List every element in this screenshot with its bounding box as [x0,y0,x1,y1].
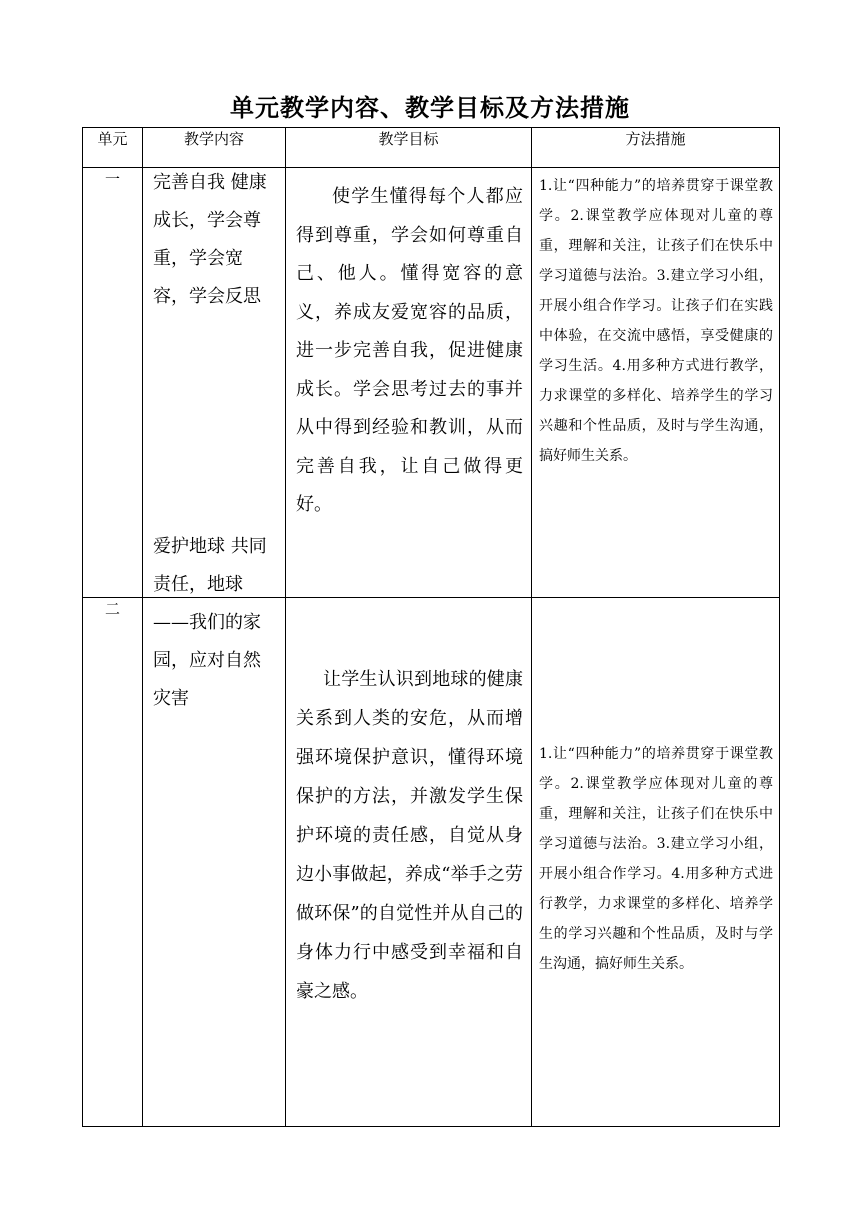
header-goal: 教学目标 [286,128,532,168]
goal-text: 使学生懂得每个人都应得到尊重，学会如何尊重自己、他人。懂得宽容的意义，养成友爱宽容的品质，进一步完善自我，促进健康成长。学会思考过去的事并从中得到经验和教训，从而完善自我，让自己做得更好。 [296,186,523,515]
method-cell [532,598,780,1127]
method-text: 1.让“四种能力”的培养贯穿于课堂教学。2.课堂教学应体现对儿童的尊重，理解和关注，让孩子们在快乐中学习道德与法治。3.建立学习小组，开展小组合作学习。让孩子们在实践中体验，在交流中感悟，享受健康的学习生活。4.用多种方式进行教学，力求课堂的多样化、培养学生的学习兴趣和个性品质，及时与学生沟通，搞好师生关系。 [539,178,773,464]
goal-cell [286,168,532,598]
table-header-row [83,128,780,168]
header-method: 方法措施 [532,128,780,168]
method-text: 1.让“四种能力”的培养贯穿于课堂教学。2.课堂教学应体现对儿童的尊重，理解和关注，让孩子们在快乐中学习道德与法治。3.建立学习小组，开展小组合作学习。4.用多种方式进行教学，力求课堂的多样化、培养学生的学习兴趣和个性品质，及时与学生沟通，搞好师生关系。 [539,746,773,972]
goal-cell [286,598,532,1127]
table-row [83,598,780,1127]
header-unit: 单元 [83,128,143,168]
goal-text: 让学生认识到地球的健康关系到人类的安危，从而增强环境保护意识，懂得环境保护的方法，并激发学生保护环境的责任感，自觉从身边小事做起，养成“举手之劳做环保”的自觉性并从自己的身体力行中感受到幸福和自豪之感。 [296,669,523,1002]
unit-cell [83,168,143,598]
teaching-plan-table [82,127,780,1127]
unit-label: 一 [104,170,120,188]
page-title: 单元教学内容、教学目标及方法措施 [230,94,630,122]
method-cell [532,168,780,598]
unit-label: 二 [104,600,120,618]
unit-cell [83,598,143,1127]
content-text: 完善自我 健康成长，学会尊重，学会宽容，学会反思 [153,172,267,307]
content-cell [143,536,286,1127]
content-text: 爱护地球 共同责任，地球——我们的家园，应对自然灾害 [153,536,267,709]
header-content: 教学内容 [143,128,286,168]
